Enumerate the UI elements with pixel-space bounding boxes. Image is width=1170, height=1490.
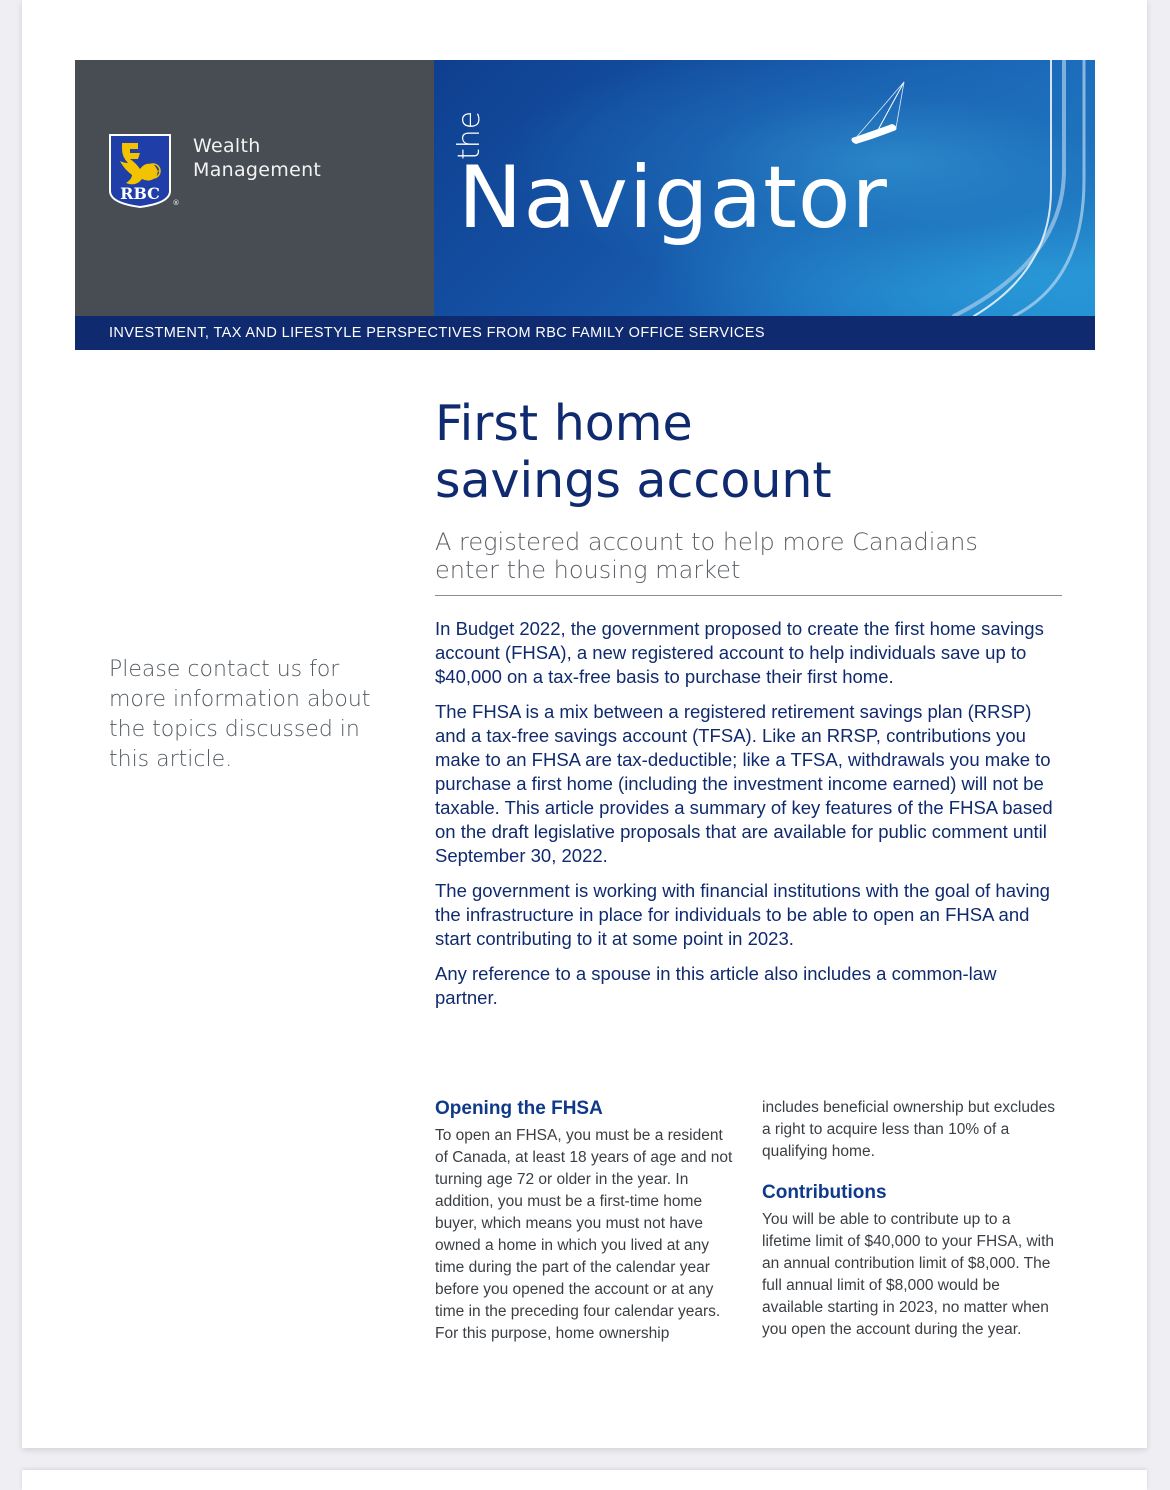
rbc-logo-icon: [108, 133, 180, 209]
hero-banner: [434, 60, 1095, 316]
lead-paragraph: Any reference to a spouse in this article also includes a common-law partner.: [435, 963, 997, 1008]
title-line-2: savings account: [435, 452, 832, 509]
lead-paragraph: The FHSA is a mix between a registered retirement savings plan (RRSP) and a tax-free savings account (TFSA). Like an RRSP, contributions you make to an FHSA are tax-deductible; like a TFSA, withdrawals you make to purchase a first home (including the investment income earned) will not be taxable. This article provides a summary of key features of the FHSA based on the draft legislative proposals that are available for public comment until September 30, 2022.: [435, 701, 1053, 866]
section-heading-contributions: Contributions: [762, 1182, 887, 1203]
column-left: [435, 1097, 735, 1345]
masthead-the: the: [452, 110, 487, 160]
section-body-opening: To open an FHSA, you must be a resident of Canada, at least 18 years of age and not turning age 72 or older in the year. In addition, you must be a first-time home buyer, which means you must not have owned a home in which you lived at any time during the part of the calendar year before you opened the account or at any time in the preceding four calendar years. For this purpose, home ownership: [435, 1127, 733, 1342]
document-page: [22, 0, 1147, 1448]
registered-mark: ®: [172, 199, 180, 207]
contact-note: Please contact us for more information about the topics discussed in this article.: [109, 657, 371, 772]
article-subtitle: [435, 528, 1062, 584]
masthead: [75, 60, 1095, 350]
article: [435, 395, 1062, 1021]
division-name: [193, 134, 321, 182]
tagline-bar: [75, 316, 1095, 350]
column-right: [762, 1097, 1062, 1341]
divider: [435, 595, 1062, 596]
section-body-contributions: You will be able to contribute up to a lifetime limit of $40,000 to your FHSA, with an annual contribution limit of $8,000. The full annual limit of $8,000 would be available starting in 2023, no matter when you open the account during the year.: [762, 1211, 1055, 1338]
division-line-2: Management: [193, 159, 322, 181]
rbc-logo-text: RBC: [120, 184, 160, 203]
tagline: INVESTMENT, TAX AND LIFESTYLE PERSPECTIVES FROM RBC FAMILY OFFICE SERVICES: [109, 325, 765, 341]
lead-paragraphs: [435, 617, 1062, 1010]
sailboat-icon: [852, 82, 905, 144]
masthead-title: Navigator: [458, 148, 888, 248]
brand-panel: [75, 60, 434, 316]
lead-paragraph: In Budget 2022, the government proposed to create the first home savings account (FHSA), a new registered account to help individuals save up to $40,000 on a tax-free basis to purchase their first home.: [435, 618, 1044, 687]
section-body-opening-continued: includes beneficial ownership but excludes a right to acquire less than 10% of a qualifying home.: [762, 1099, 1055, 1160]
title-line-1: First home: [435, 395, 693, 452]
article-title: [435, 395, 1062, 509]
subtitle-line-2: enter the housing market: [435, 556, 741, 584]
decorative-curves: [954, 60, 1084, 316]
subtitle-line-1: A registered account to help more Canadians: [435, 528, 978, 556]
division-line-1: Wealth: [193, 135, 261, 157]
next-page-edge: [22, 1470, 1147, 1490]
section-heading-opening: Opening the FHSA: [435, 1098, 603, 1119]
lead-paragraph: The government is working with financial institutions with the goal of having the infrastructure in place for individuals to be able to open an FHSA and start contributing to it at some point in 2023.: [435, 880, 1050, 949]
